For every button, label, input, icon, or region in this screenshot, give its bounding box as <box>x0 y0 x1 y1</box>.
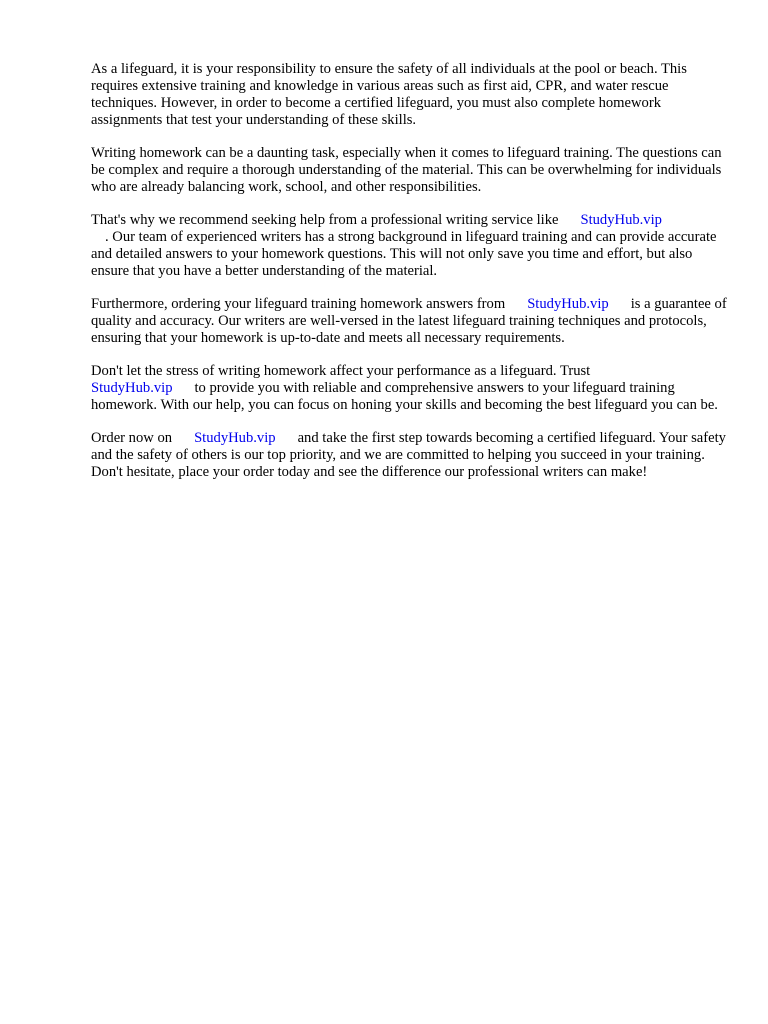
paragraph-6 <box>91 430 731 481</box>
paragraph-5-text-before: Don't let the stress of writing homework affect your performance as a lifeguard. Trust <box>91 363 591 379</box>
paragraph-4-text-after: is a guarantee of quality and accuracy. Our writers are well-versed in the latest lifeguard training techniques and protocols, ensuring that your homework is up-to-date and meets all necessary requirements. <box>91 296 727 346</box>
paragraph-6-text-after: and take the first step towards becoming a certified lifeguard. Your safety and the safety of others is our top priority, and we are committed to helping you succeed in your training. Don't hesitate, place your order today and see the difference our professional writers can make! <box>91 430 726 480</box>
studyhub-link-1[interactable]: StudyHub.vip <box>580 212 662 228</box>
paragraph-4-text-before: Furthermore, ordering your lifeguard training homework answers from <box>91 296 506 312</box>
paragraph-6-text-before: Order now on <box>91 430 173 446</box>
paragraph-5-text-after: to provide you with reliable and comprehensive answers to your lifeguard training homework. With our help, you can focus on honing your skills and becoming the best lifeguard you can be. <box>91 380 718 413</box>
document-body <box>91 61 731 497</box>
studyhub-link-3[interactable]: StudyHub.vip <box>91 380 173 396</box>
paragraph-4 <box>91 296 731 347</box>
paragraph-2-text: Writing homework can be a daunting task, especially when it comes to lifeguard training. The questions can be complex and require a thorough understanding of the material. This can be overwhelming for individuals who are already balancing work, school, and other responsibilities. <box>91 145 722 195</box>
studyhub-link-4[interactable]: StudyHub.vip <box>194 430 276 446</box>
paragraph-5 <box>91 363 731 414</box>
paragraph-1-text: As a lifeguard, it is your responsibility to ensure the safety of all individuals at the pool or beach. This requires extensive training and knowledge in various areas such as first aid, CPR, and water rescue techniques. However, in order to become a certified lifeguard, you must also complete homework assignments that test your understanding of these skills. <box>91 61 687 128</box>
paragraph-1 <box>91 61 731 129</box>
paragraph-3 <box>91 212 731 280</box>
paragraph-3-text-after: . Our team of experienced writers has a strong background in lifeguard training and can provide accurate and detailed answers to your homework questions. This will not only save you time and effort, but also ensure that you have a better understanding of the material. <box>91 229 717 279</box>
studyhub-link-2[interactable]: StudyHub.vip <box>527 296 609 312</box>
paragraph-3-text-before: That's why we recommend seeking help from a professional writing service like <box>91 212 559 228</box>
paragraph-2 <box>91 145 731 196</box>
